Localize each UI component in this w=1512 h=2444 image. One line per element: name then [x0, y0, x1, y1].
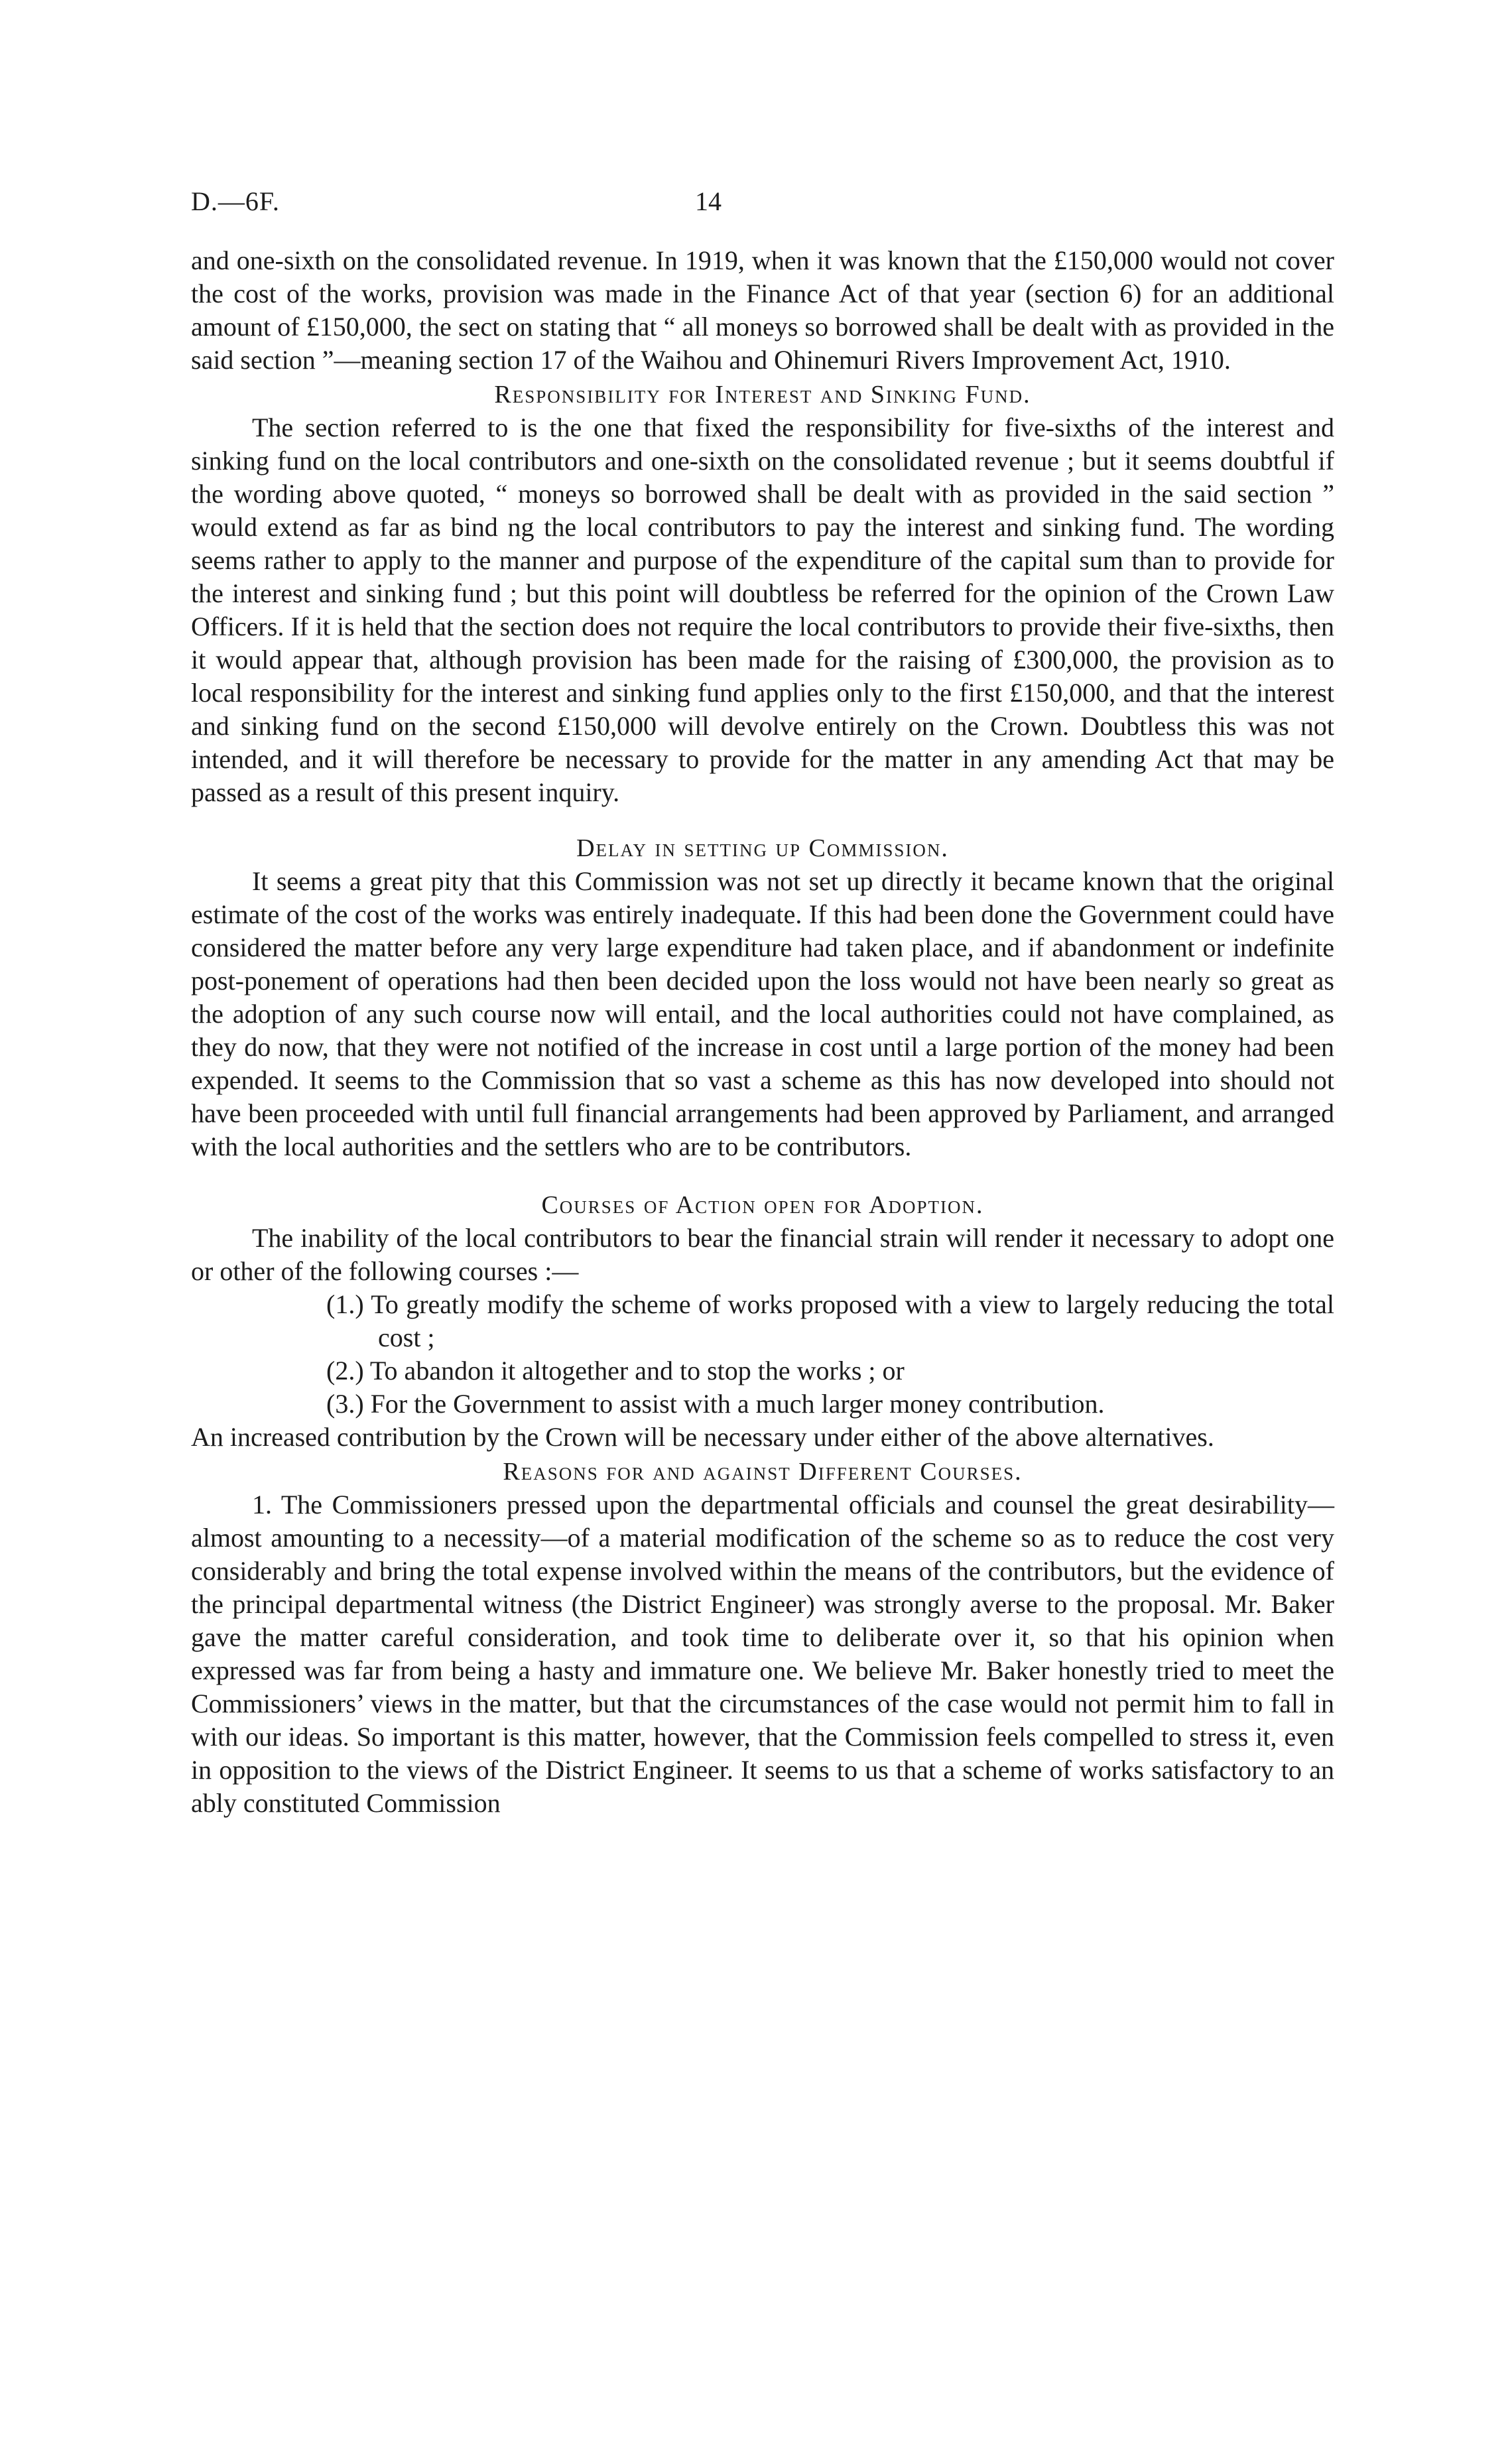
intro-paragraph: and one-sixth on the consolidated revenue. In 1919, when it was known that the £150,000 would not cover the cost of the works, provision was made in the Finance Act of that year (section 6) for an additional amount of £150,000, the sect on stating that “ all moneys so borrowed shall be dealt with as provided in the said section ”—meaning section 17 of the Waihou and Ohinemuri Rivers Improvement Act, 1910.	[191, 245, 1334, 375]
page-header	[191, 186, 1334, 225]
page-number: 14	[695, 186, 722, 216]
courses-closing: An increased contribution by the Crown will be necessary under either of the above alternatives.	[191, 1422, 1214, 1452]
section-heading-courses: Courses of Action open for Adoption.	[541, 1191, 984, 1219]
list-item: (2.) To abandon it altogether and to stop the works ; or	[326, 1356, 905, 1385]
courses-list	[191, 1288, 1334, 1421]
list-item: (1.) To greatly modify the scheme of works proposed with a view to largely reducing the total cost ;	[326, 1289, 1334, 1352]
list-item: (3.) For the Government to assist with a much larger money contribution.	[326, 1389, 1105, 1419]
reasons-paragraph: 1. The Commissioners pressed upon the departmental officials and counsel the great desirability—almost amounting to a necessity—of a material modification of the scheme so as to reduce the cost very considerably and bring the total expense involved within the means of the contributors, but the evidence of the principal departmental witness (the District Engineer) was strongly averse to the proposal. Mr. Baker gave the matter careful consideration, and took time to deliberate over it, so that his opinion when expressed was far from being a hasty and immature one. We believe Mr. Baker honestly tried to meet the Commissioners’ views in the matter, but that the circumstances of the case would not permit him to fall in with our ideas. So important is this matter, however, that the Commission feels compelled to stress it, even in opposition to the views of the District Engineer. It seems to us that a scheme of works satisfactory to an ably constituted Commission	[191, 1490, 1334, 1818]
section-heading-responsibility: Responsibility for Interest and Sinking Fund.	[494, 381, 1031, 409]
document-reference: D.—6F.	[191, 186, 280, 216]
responsibility-paragraph: The section referred to is the one that fixed the responsibility for five-sixths of the interest and sinking fund on the local contributors and one-sixth on the consolidated revenue ; but it seems doubtful if the wording above quoted, “ moneys so borrowed shall be dealt with as provided in the said section ” would extend as far as bind ng the local contributors to pay the interest and sinking fund. The wording seems rather to apply to the manner and purpose of the expenditure of the capital sum than to provide for the interest and sinking fund ; but this point will doubtless be referred for the opinion of the Crown Law Officers. If it is held that the section does not require the local contributors to provide their five-sixths, then it would appear that, although provision has been made for the raising of £300,000, the provision as to local responsibility for the interest and sinking fund applies only to the first £150,000, and that the interest and sinking fund on the second £150,000 will devolve entirely on the Crown. Doubtless this was not intended, and it will therefore be necessary to provide for the matter in any amending Act that may be passed as a result of this present inquiry.	[191, 413, 1334, 807]
section-heading-reasons: Reasons for and against Different Courses.	[503, 1458, 1023, 1486]
section-heading-delay: Delay in setting up Commission.	[576, 834, 949, 862]
delay-paragraph: It seems a great pity that this Commission was not set up directly it became known that the original estimate of the cost of the works was entirely inadequate. If this had been done the Government could have considered the matter before any very large expenditure had taken place, and if abandonment or indefinite post-ponement of operations had then been decided upon the loss would not have been nearly so great as the adoption of any such course now will entail, and the local authorities could not have complained, as they do now, that they were not notified of the increase in cost until a large portion of the money had been expended. It seems to the Commission that so vast a scheme as this has now developed into should not have been proceeded with until full financial arrangements had been approved by Parliament, and arranged with the local authorities and the settlers who are to be contributors.	[191, 866, 1334, 1161]
document-page	[191, 186, 1334, 1820]
courses-paragraph: The inability of the local contributors to bear the financial strain will render it necessary to adopt one or other of the following courses :—	[191, 1223, 1334, 1286]
